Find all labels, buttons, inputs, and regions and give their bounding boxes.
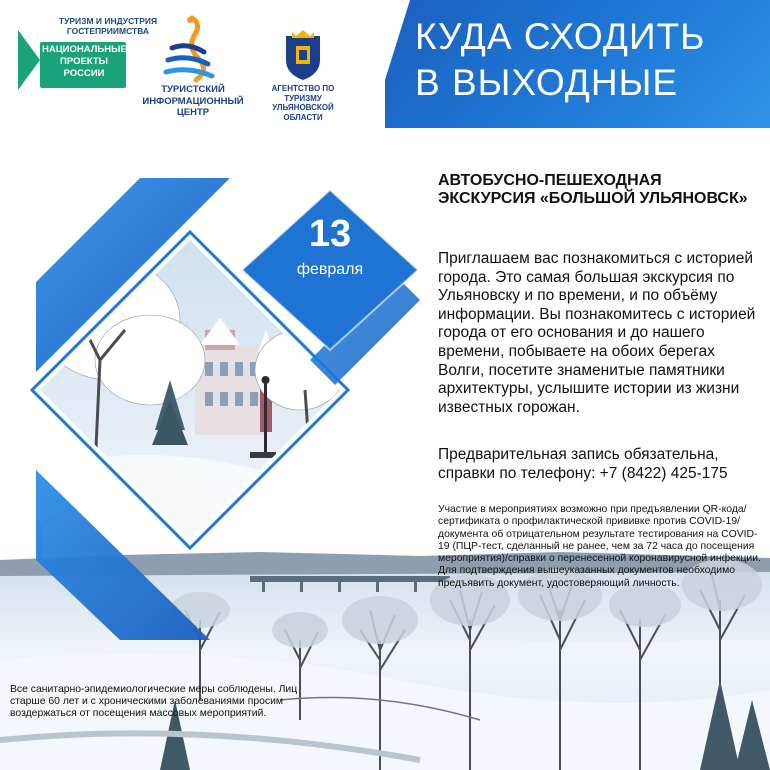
national-projects-title: НАЦИОНАЛЬНЫЕ ПРОЕКТЫ РОССИИ xyxy=(42,44,127,79)
header-title-line2: В ВЫХОДНЫЕ xyxy=(415,62,679,103)
coat-of-arms-icon xyxy=(282,28,324,82)
tourist-center-name: ТУРИСТСКИЙ ИНФОРМАЦИОННЫЙ ЦЕНТР xyxy=(142,84,244,118)
tourist-center-logo-icon xyxy=(158,14,222,84)
header-title-line1: КУДА СХОДИТЬ xyxy=(415,16,706,57)
header-banner-cut xyxy=(370,0,410,128)
agency-name: АГЕНТСТВО ПО ТУРИЗМУ УЛЬЯНОВСКОЙ ОБЛАСТИ xyxy=(271,84,335,122)
footer-health-note: Все санитарно-эпидемиологические меры соблюдены. Лиц старше 60 лет и с хроническими заболеваниями просим воздержаться от посещения массовых мероприятий. xyxy=(10,684,298,719)
national-projects-subtitle: ТУРИЗМ И ИНДУСТРИЯ ГОСТЕПРИИМСТВА xyxy=(58,16,158,36)
event-title: АВТОБУСНО-ПЕШЕХОДНАЯ ЭКСКУРСИЯ «БОЛЬШОЙ УЛЬЯНОВСК» xyxy=(438,172,748,207)
covid-notice: Участие в мероприятиях возможно при предъявлении QR-кода/сертификата о профилактической прививке против COVID-19/документа об отрицательном результате тестирования на COVID-19 (ПЦР-тест, сделанный не ранее, чем за 72 часа до посещения мероприятия)/справки о перенесенной коронавирусной инфекции. Для подтверждения вышеуказанных документов необходимо предъявить документ, удостоверяющий личность. xyxy=(438,504,761,589)
header-title xyxy=(415,14,765,106)
national-projects-flag-icon xyxy=(18,30,40,90)
date-month: февраля xyxy=(296,261,364,278)
event-description: Приглашаем вас познакомиться с историей города. Это самая большая экскурсия по Ульяновску и по времени, и по объёму информации. Вы познакомитесь с историей города от его основания и до нашего времени, побываете на обоих берегах Волги, посетите знаменитые памятники архитектуры, услышите истории из жизни известных горожан. xyxy=(438,250,756,416)
event-registration: Предварительная запись обязательна, справки по телефону: +7 (8422) 425-175 xyxy=(438,446,728,482)
date-day: 13 xyxy=(308,213,352,255)
